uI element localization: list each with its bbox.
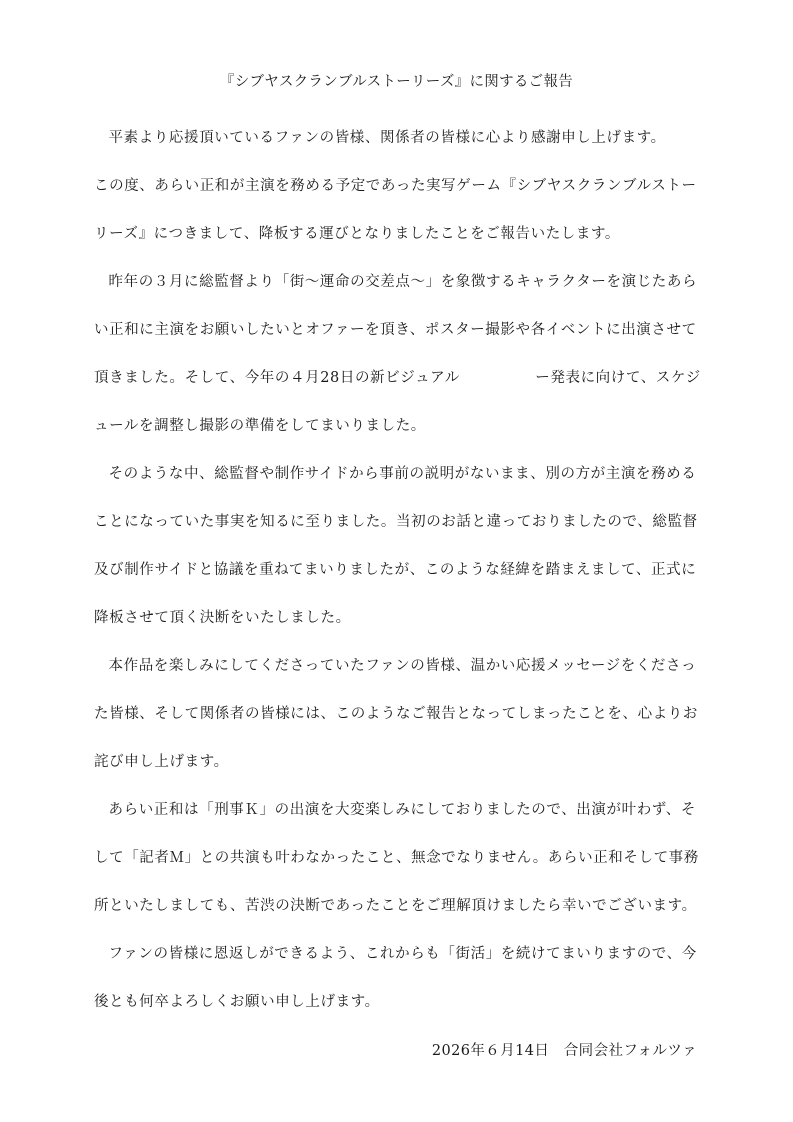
- footer-date: 2026年６月14日: [431, 1043, 550, 1059]
- document-footer: [432, 1039, 697, 1060]
- document-body: [94, 114, 704, 1026]
- paragraph-apology: 本作品を楽しみにしてくださっていたファンの皆様、温かい応援メッセージをくださった皆様、そして関係者の皆様には、このようなご報告となってしまったことを、心よりお詫び申し上げます。: [94, 658, 698, 770]
- paragraph-greeting: 平素より応援頂いているファンの皆様、関係者の皆様に心より感謝申し上げます。: [108, 130, 666, 146]
- document-title: 『シブヤスクランブルストーリーズ』に関するご報告: [219, 74, 574, 90]
- footer-company: 合同会社フォルツァ: [563, 1043, 697, 1059]
- paragraph-circumstances: そのような中、総監督や制作サイドから事前の説明がないまま、別の方が主演を務めることになっていた事実を知るに至りました。当初のお話と違っておりましたので、総監督及び制作サイドと協議を重ねてまいりましたが、このような経緯を踏まえまして、正式に降板させて頂く決断をいたしました。: [94, 466, 698, 626]
- paragraph-closing: ファンの皆様に恩返しができるよう、これからも「街活」を続けてまいりますので、今後とも何卒よろしくお願い申し上げます。: [94, 946, 697, 1010]
- paragraph-background: 昨年の３月に総監督より「街～運命の交差点～」を象徴するキャラクターを演じたあらい正和に主演をお願いしたいとオファーを頂き、ポスター撮影や各イベントに出演させて頂きました。そして、今年の４月28日の新ビジュアル ー発表に向けて、スケジュールを調整し撮影の準備をしてまいりました。: [94, 274, 701, 434]
- paragraph-regret: あらい正和は「刑事Ｋ」の出演を大変楽しみにしておりましたので、出演が叶わず、そして「記者Ｍ」との共演も叶わなかったこと、無念でなりません。あらい正和そして事務所といたしましても、苦渋の決断であったことをご理解頂けましたら幸いでございます。: [94, 802, 699, 914]
- paragraph-announcement: この度、あらい正和が主演を務める予定であった実写ゲーム『シブヤスクランブルストーリーズ』につきまして、降板する運びとなりましたことをご報告いたします。: [94, 178, 697, 242]
